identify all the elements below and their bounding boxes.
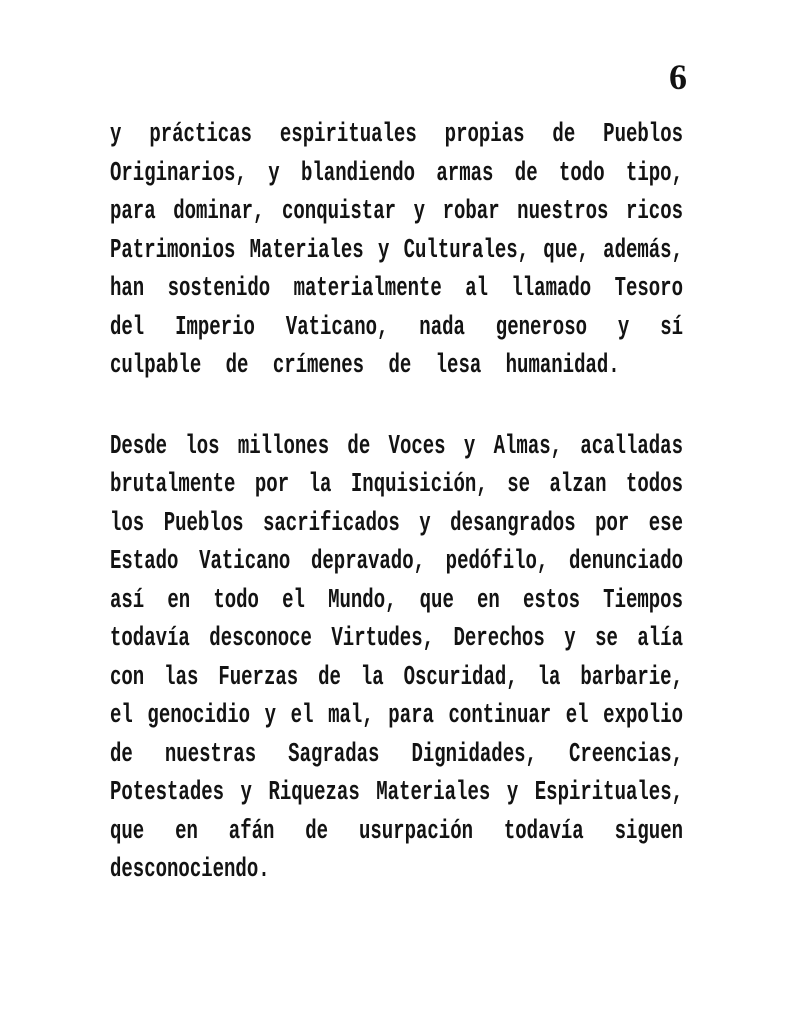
text-line: así en todo el Mundo, que en estos Tiempos xyxy=(110,583,683,616)
body-text xyxy=(110,116,683,890)
text-line: brutalmente por la Inquisición, se alzan todos xyxy=(110,468,683,500)
text-line: para dominar, conquistar y robar nuestros ricos xyxy=(110,195,683,227)
text-line: Estado Vaticano depravado, pedófilo, denunciado xyxy=(110,545,683,577)
text-line: Desde los millones de Voces y Almas, acalladas xyxy=(110,429,683,462)
paragraph-2 xyxy=(110,428,683,890)
text-line: desconociendo. xyxy=(110,853,270,885)
text-line: que en afán de usurpación todavía siguen xyxy=(110,814,683,847)
text-line: Potestades y Riquezas Materiales y Espirituales, xyxy=(110,776,683,808)
page-number: 6 xyxy=(669,57,687,97)
text-line: y prácticas espirituales propias de Pueblos xyxy=(110,118,683,150)
text-line: el genocidio y el mal, para continuar el expolio xyxy=(110,699,683,731)
text-line: del Imperio Vaticano, nada generoso y sí xyxy=(110,310,683,343)
text-line: todavía desconoce Virtudes, Derechos y se alía xyxy=(110,622,683,654)
text-line: de nuestras Sagradas Dignidades, Creencias, xyxy=(110,737,683,770)
text-line: los Pueblos sacrificados y desangrados por ese xyxy=(110,506,683,539)
text-line: con las Fuerzas de la Oscuridad, la barbarie, xyxy=(110,660,683,693)
text-line: han sostenido materialmente al llamado Tesoro xyxy=(110,272,683,304)
text-line: Originarios, y blandiendo armas de todo tipo, xyxy=(110,156,683,189)
text-line: Patrimonios Materiales y Culturales, que, además, xyxy=(110,233,683,266)
text-line: culpable de crímenes de lesa humanidad. xyxy=(110,349,620,381)
paragraph-1 xyxy=(110,116,683,386)
